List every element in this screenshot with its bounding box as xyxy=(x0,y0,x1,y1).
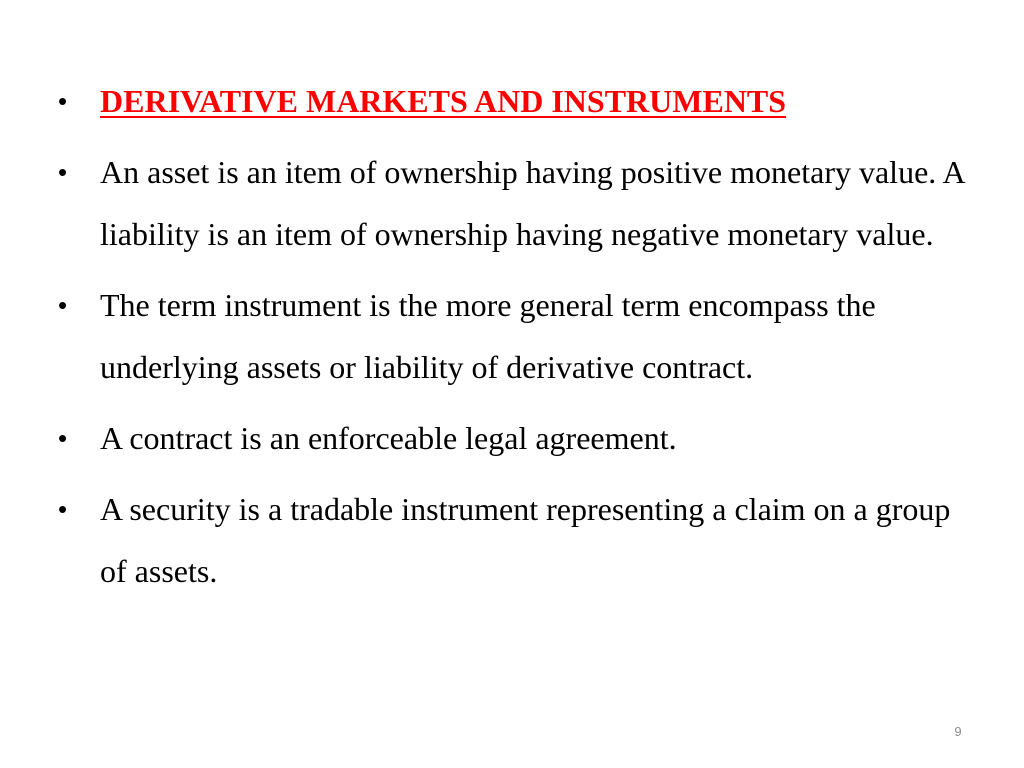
bullet-list xyxy=(58,70,978,611)
list-item xyxy=(58,141,978,265)
page-number: 9 xyxy=(954,724,962,739)
bullet-icon: • xyxy=(58,290,68,320)
list-item xyxy=(58,274,978,398)
bullet-icon: • xyxy=(58,157,68,187)
bullet-text-instrument: The term instrument is the more general term encompass the underlying assets or liability of derivative contract. xyxy=(100,287,876,385)
title-bullet xyxy=(58,70,978,132)
list-item xyxy=(58,478,978,602)
bullet-icon: • xyxy=(58,494,68,524)
bullet-text-security: A security is a tradable instrument representing a claim on a group of assets. xyxy=(100,491,951,589)
bullet-icon: • xyxy=(58,423,68,453)
bullet-text-asset-liability: An asset is an item of ownership having positive monetary value. A liability is an item of ownership having negative monetary value. xyxy=(100,154,964,252)
slide-title: DERIVATIVE MARKETS AND INSTRUMENTS xyxy=(100,83,787,119)
bullet-icon: • xyxy=(58,86,68,116)
bullet-text-contract: A contract is an enforceable legal agreement. xyxy=(100,420,677,456)
list-item xyxy=(58,407,978,469)
